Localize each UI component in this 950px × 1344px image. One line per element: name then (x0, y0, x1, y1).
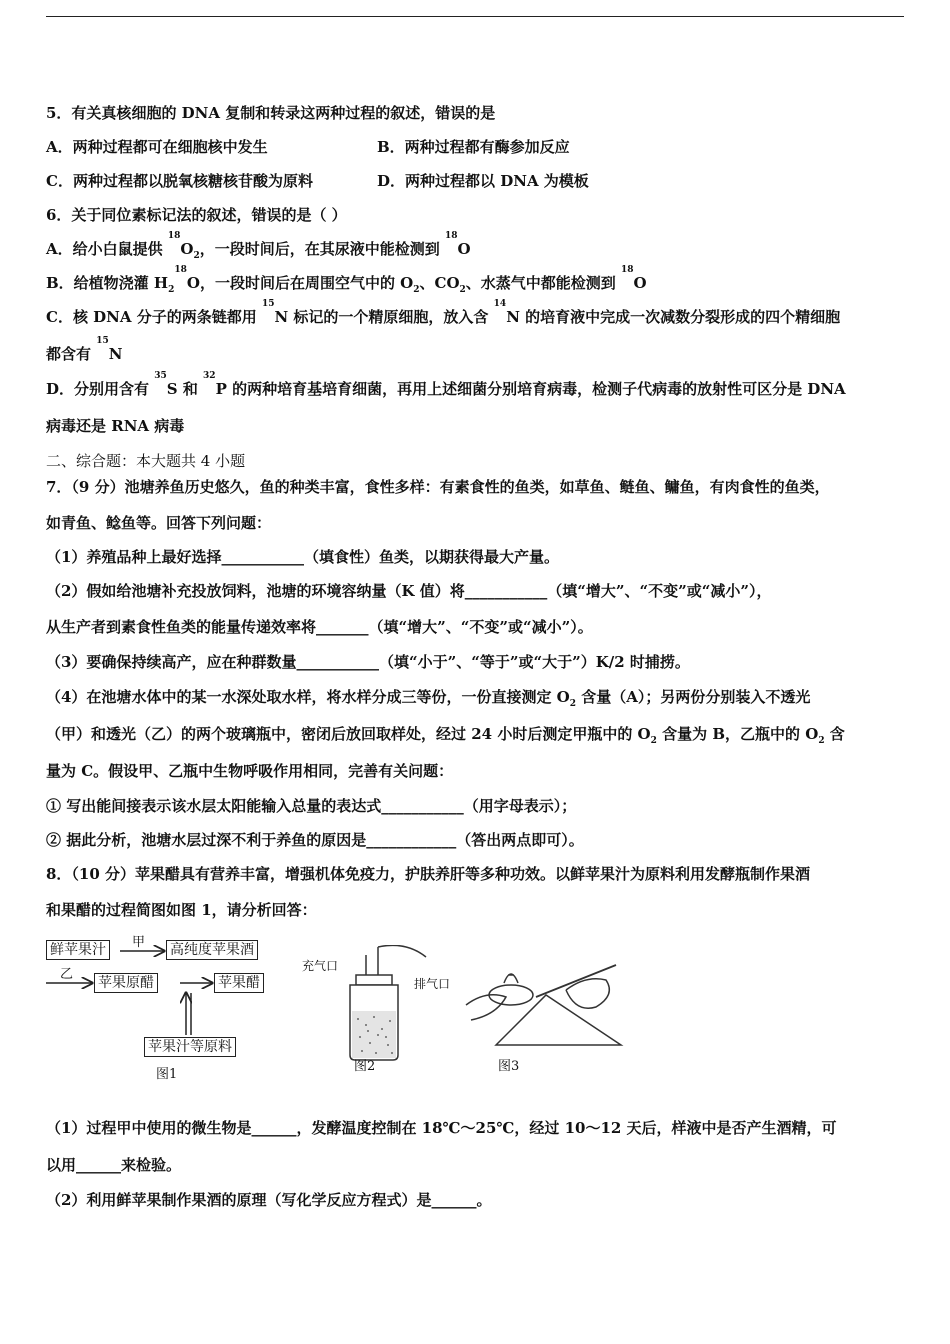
q7-part-4-cont: （甲）和透光（乙）的两个玻璃瓶中，密闭后放回取样处，经过 24 小时后测定甲瓶中的 $O_2$ 含量为 B，乙瓶中的 $O_2$ 含 (46, 725, 845, 746)
q7-part-2-cont: 从生产者到素食性鱼类的能量传递效率将_______（填“增大”、“不变”或“减小”）。 (46, 618, 593, 636)
q8-part-1: （1）过程甲中使用的微生物是______，发酵温度控制在 18℃～25℃，经过 10～12 天后，样液中是否产生酒精，可 (46, 1119, 837, 1137)
fig1-caption: 图1 (156, 1067, 178, 1082)
fig2-inlet-label: 充气口 (302, 959, 339, 973)
fig1-raw-material-box: 苹果汁等原料 (144, 1037, 236, 1057)
q7-part-3: （3）要确保持续高产，应在种群数量___________（填“小于”、“等于”或“大于”）K/2 时捕捞。 (46, 653, 690, 671)
q8-line-2: 和果醋的过程简图如图 1，请分析回答： (46, 901, 317, 919)
fig3-inoculation-drawing (456, 935, 626, 1055)
q5-stem: 5．有关真核细胞的 DNA 复制和转录这两种过程的叙述，错误的是 (46, 104, 496, 122)
header-rule (46, 16, 904, 17)
fig3-caption: 图3 (498, 1059, 520, 1074)
q6-option-a: A．给小白鼠提供 $^{18}O_2$，一段时间后，在其尿液中能检测到 $^{18}$O (46, 231, 471, 261)
q6-stem: 6．关于同位素标记法的叙述，错误的是（ ） (46, 206, 347, 224)
fig1-high-wine-box: 高纯度苹果酒 (166, 940, 258, 960)
fig1-label-jia: 甲 (132, 935, 146, 950)
q7-sub-2: ② 据此分析，池塘水层过深不利于养鱼的原因是____________（答出两点即可）。 (46, 831, 584, 849)
q7-part-2: （2）假如给池塘补充投放饲料，池塘的环境容纳量（K 值）将___________（填“增大”、“不变”或“减小”）， (46, 582, 772, 600)
q6-option-d: D．分别用含有 $^{35}$S 和 $^{32}$P 的两种培育基培育细菌，再用上述细菌分别培育病毒，检测子代病毒的放射性可区分是 DNA (46, 371, 846, 398)
figure-group (46, 935, 606, 1085)
q5-option-b: B．两种过程都有酶参加反应 (377, 138, 570, 156)
q7-sub-1: ① 写出能间接表示该水层太阳能输入总量的表达式___________（用字母表示）； (46, 797, 577, 815)
q6-option-c: C．核 DNA 分子的两条链都用 $^{15}$N 标记的一个精原细胞，放入含 $^{14}$N 的培育液中完成一次减数分裂形成的四个精细胞 (46, 299, 841, 326)
fig1-label-yi: 乙 (60, 967, 74, 982)
q5-option-d: D．两种过程都以 DNA 为模板 (377, 172, 589, 190)
fig1-vinegar-box: 苹果醋 (214, 973, 264, 993)
section-heading: 二、综合题：本大题共 4 小题 (46, 452, 246, 470)
q7-line-1: 7．（9 分）池塘养鱼历史悠久，鱼的种类丰富，食性多样：有素食性的鱼类，如草鱼、鲢鱼、鳙鱼，有肉食性的鱼类， (46, 478, 830, 496)
fig2-caption: 图2 (354, 1059, 376, 1074)
q7-part-1: （1）养殖品种上最好选择___________（填食性）鱼类，以期获得最大产量。 (46, 548, 559, 566)
q6-option-c-cont: 都含有 $^{15}$N (46, 336, 123, 363)
q7-part-4: （4）在池塘水体中的某一水深处取水样，将水样分成三等份，一份直接测定 $O_2$ 含量（A）；另两份分别装入不透光 (46, 688, 811, 709)
q8-part-2: （2）利用鲜苹果制作果酒的原理（写化学反应方程式）是______。 (46, 1191, 492, 1209)
q8-line-1: 8．（10 分）苹果醋具有营养丰富，增强机体免疫力，护肤养肝等多种功效。以鲜苹果汁为原料利用发酵瓶制作果酒 (46, 865, 811, 883)
fig2-outlet-label: 排气口 (414, 977, 451, 991)
q8-part-1-cont: 以用______来检验。 (46, 1156, 182, 1174)
fig1-raw-vinegar-box: 苹果原醋 (94, 973, 158, 993)
q6-option-d-cont: 病毒还是 RNA 病毒 (46, 417, 185, 435)
q5-option-a: A．两种过程都可在细胞核中发生 (46, 138, 268, 156)
q6-option-b: B．给植物浇灌 $H_2^{18}O$，一段时间后在周围空气中的 $O_2$、$CO_2$、水蒸气中都能检测到 $^{18}$O (46, 265, 647, 295)
fig1-fresh-juice-box: 鲜苹果汁 (46, 940, 110, 960)
q7-part-4-cont2: 量为 C。假设甲、乙瓶中生物呼吸作用相同，完善有关问题： (46, 762, 454, 780)
q7-line-2: 如青鱼、鲶鱼等。回答下列问题： (46, 514, 272, 532)
q5-option-c: C．两种过程都以脱氧核糖核苷酸为原料 (46, 172, 313, 190)
